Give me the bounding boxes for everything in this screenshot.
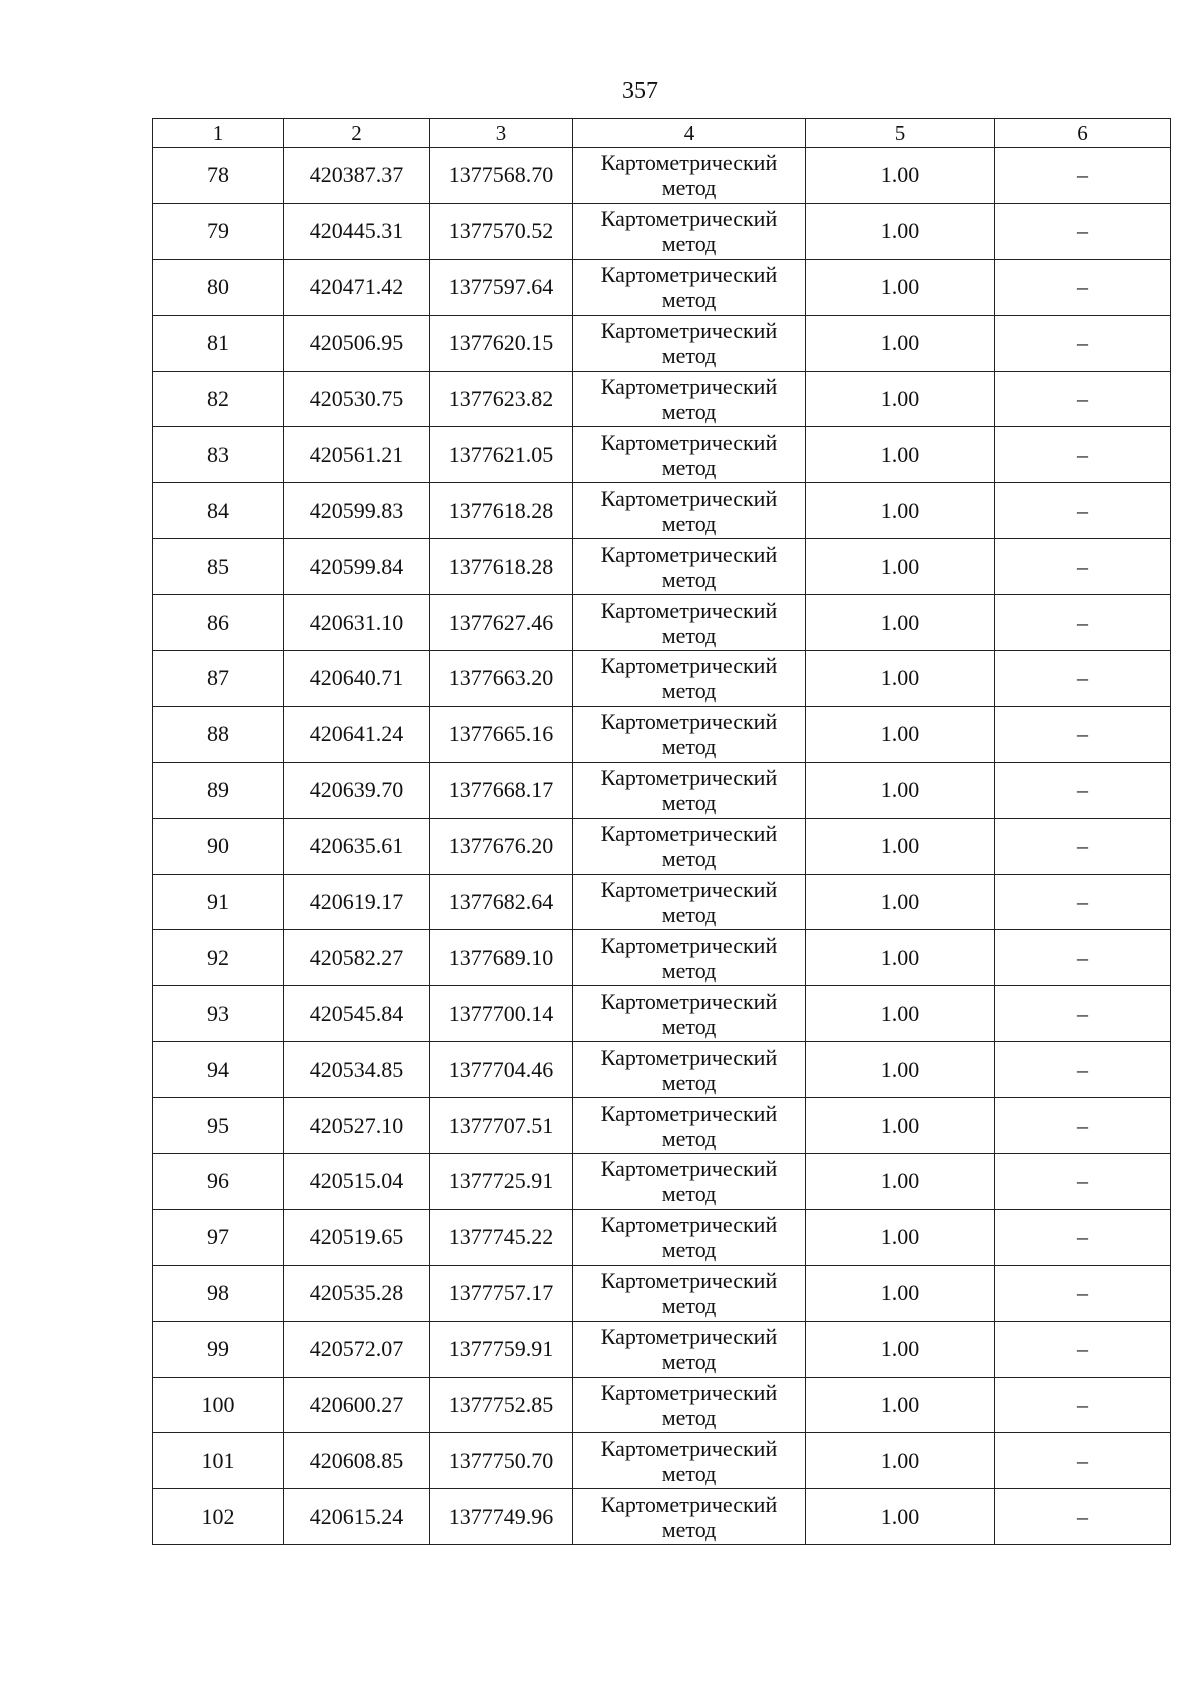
y-coordinate-cell: 1377618.28 bbox=[430, 483, 573, 539]
method-line-2: метод bbox=[661, 343, 717, 369]
method-cell bbox=[573, 818, 806, 874]
point-number-cell: 93 bbox=[153, 986, 284, 1042]
y-coordinate-cell: 1377749.96 bbox=[430, 1489, 573, 1545]
method-line-2: метод bbox=[661, 510, 717, 536]
method-line-1: Картометрический bbox=[600, 597, 778, 623]
method-line-1: Картометрический bbox=[600, 374, 778, 399]
description-cell: – bbox=[995, 1433, 1171, 1489]
method-cell bbox=[573, 203, 806, 259]
table-row bbox=[153, 874, 1171, 930]
column-header-1: 1 bbox=[153, 119, 284, 148]
table-row bbox=[153, 1042, 1171, 1098]
table-row bbox=[153, 203, 1171, 259]
x-coordinate-cell: 420561.21 bbox=[284, 427, 430, 483]
y-coordinate-cell: 1377663.20 bbox=[430, 651, 573, 707]
y-coordinate-cell: 1377752.85 bbox=[430, 1377, 573, 1433]
point-number-cell: 86 bbox=[153, 595, 284, 651]
method-cell bbox=[573, 371, 806, 427]
method-line-1: Картометрический bbox=[600, 485, 778, 511]
y-coordinate-cell: 1377668.17 bbox=[430, 762, 573, 818]
method-cell bbox=[573, 1098, 806, 1154]
method-cell bbox=[573, 1265, 806, 1321]
x-coordinate-cell: 420506.95 bbox=[284, 315, 430, 371]
accuracy-cell: 1.00 bbox=[806, 1433, 995, 1489]
y-coordinate-cell: 1377627.46 bbox=[430, 595, 573, 651]
table-row bbox=[153, 483, 1171, 539]
y-coordinate-cell: 1377745.22 bbox=[430, 1209, 573, 1265]
method-cell bbox=[573, 315, 806, 371]
y-coordinate-cell: 1377623.82 bbox=[430, 371, 573, 427]
point-number-cell: 87 bbox=[153, 651, 284, 707]
method-line-1: Картометрический bbox=[600, 1268, 778, 1294]
table-row bbox=[153, 1209, 1171, 1265]
y-coordinate-cell: 1377568.70 bbox=[430, 148, 573, 204]
method-cell bbox=[573, 1321, 806, 1377]
point-number-cell: 88 bbox=[153, 706, 284, 762]
description-cell: – bbox=[995, 427, 1171, 483]
point-number-cell: 98 bbox=[153, 1265, 284, 1321]
accuracy-cell: 1.00 bbox=[806, 1209, 995, 1265]
table-row bbox=[153, 371, 1171, 427]
method-line-1: Картометрический bbox=[600, 821, 778, 847]
method-cell bbox=[573, 1042, 806, 1098]
x-coordinate-cell: 420615.24 bbox=[284, 1489, 430, 1545]
method-line-2: метод bbox=[661, 1349, 717, 1375]
x-coordinate-cell: 420534.85 bbox=[284, 1042, 430, 1098]
x-coordinate-cell: 420641.24 bbox=[284, 706, 430, 762]
method-line-2: метод bbox=[661, 734, 717, 760]
x-coordinate-cell: 420387.37 bbox=[284, 148, 430, 204]
accuracy-cell: 1.00 bbox=[806, 371, 995, 427]
table-body bbox=[153, 148, 1171, 1545]
point-number-cell: 78 bbox=[153, 148, 284, 204]
point-number-cell: 89 bbox=[153, 762, 284, 818]
description-cell: – bbox=[995, 203, 1171, 259]
y-coordinate-cell: 1377700.14 bbox=[430, 986, 573, 1042]
page-number: 357 bbox=[622, 78, 658, 104]
x-coordinate-cell: 420599.83 bbox=[284, 483, 430, 539]
table-row bbox=[153, 595, 1171, 651]
method-cell bbox=[573, 483, 806, 539]
point-number-cell: 94 bbox=[153, 1042, 284, 1098]
y-coordinate-cell: 1377689.10 bbox=[430, 930, 573, 986]
description-cell: – bbox=[995, 706, 1171, 762]
accuracy-cell: 1.00 bbox=[806, 427, 995, 483]
y-coordinate-cell: 1377665.16 bbox=[430, 706, 573, 762]
point-number-cell: 92 bbox=[153, 930, 284, 986]
accuracy-cell: 1.00 bbox=[806, 651, 995, 707]
description-cell: – bbox=[995, 371, 1171, 427]
y-coordinate-cell: 1377570.52 bbox=[430, 203, 573, 259]
x-coordinate-cell: 420535.28 bbox=[284, 1265, 430, 1321]
point-number-cell: 84 bbox=[153, 483, 284, 539]
y-coordinate-cell: 1377621.05 bbox=[430, 427, 573, 483]
accuracy-cell: 1.00 bbox=[806, 1489, 995, 1545]
accuracy-cell: 1.00 bbox=[806, 930, 995, 986]
method-line-2: метод bbox=[661, 1181, 717, 1207]
method-cell bbox=[573, 651, 806, 707]
method-line-1: Картометрический bbox=[600, 541, 778, 567]
method-line-1: Картометрический bbox=[600, 429, 778, 455]
x-coordinate-cell: 420582.27 bbox=[284, 930, 430, 986]
method-line-1: Картометрический bbox=[600, 765, 778, 791]
method-cell bbox=[573, 148, 806, 204]
method-line-1: Картометрический bbox=[600, 1435, 778, 1461]
table-row bbox=[153, 706, 1171, 762]
y-coordinate-cell: 1377620.15 bbox=[430, 315, 573, 371]
point-number-cell: 79 bbox=[153, 203, 284, 259]
table-row bbox=[153, 1489, 1171, 1545]
method-line-2: метод bbox=[661, 1069, 717, 1095]
description-cell: – bbox=[995, 762, 1171, 818]
method-line-2: метод bbox=[661, 846, 717, 872]
method-line-1: Картометрический bbox=[600, 1324, 778, 1350]
method-cell bbox=[573, 1209, 806, 1265]
method-line-1: Картометрический bbox=[600, 318, 778, 344]
coordinates-table bbox=[152, 118, 1171, 1545]
description-cell: – bbox=[995, 818, 1171, 874]
table-row bbox=[153, 1433, 1171, 1489]
table-row bbox=[153, 651, 1171, 707]
method-line-1: Картометрический bbox=[600, 877, 778, 903]
accuracy-cell: 1.00 bbox=[806, 148, 995, 204]
description-cell: – bbox=[995, 1377, 1171, 1433]
point-number-cell: 99 bbox=[153, 1321, 284, 1377]
method-line-1: Картометрический bbox=[600, 1044, 778, 1070]
method-line-1: Картометрический bbox=[600, 988, 778, 1014]
y-coordinate-cell: 1377759.91 bbox=[430, 1321, 573, 1377]
description-cell: – bbox=[995, 595, 1171, 651]
x-coordinate-cell: 420631.10 bbox=[284, 595, 430, 651]
method-line-1: Картометрический bbox=[600, 262, 778, 288]
x-coordinate-cell: 420471.42 bbox=[284, 259, 430, 315]
y-coordinate-cell: 1377757.17 bbox=[430, 1265, 573, 1321]
column-header-3: 3 bbox=[430, 119, 573, 148]
method-line-2: метод bbox=[661, 1516, 717, 1542]
accuracy-cell: 1.00 bbox=[806, 1265, 995, 1321]
method-line-1: Картометрический bbox=[600, 1100, 778, 1126]
point-number-cell: 102 bbox=[153, 1489, 284, 1545]
point-number-cell: 81 bbox=[153, 315, 284, 371]
description-cell: – bbox=[995, 315, 1171, 371]
method-cell bbox=[573, 595, 806, 651]
point-number-cell: 90 bbox=[153, 818, 284, 874]
description-cell: – bbox=[995, 930, 1171, 986]
table-row bbox=[153, 1098, 1171, 1154]
method-line-2: метод bbox=[661, 566, 717, 592]
point-number-cell: 97 bbox=[153, 1209, 284, 1265]
description-cell: – bbox=[995, 874, 1171, 930]
description-cell: – bbox=[995, 539, 1171, 595]
accuracy-cell: 1.00 bbox=[806, 762, 995, 818]
method-cell bbox=[573, 1489, 806, 1545]
x-coordinate-cell: 420608.85 bbox=[284, 1433, 430, 1489]
accuracy-cell: 1.00 bbox=[806, 1377, 995, 1433]
method-line-1: Картометрический bbox=[600, 932, 778, 958]
method-cell bbox=[573, 874, 806, 930]
y-coordinate-cell: 1377750.70 bbox=[430, 1433, 573, 1489]
method-cell bbox=[573, 706, 806, 762]
method-cell bbox=[573, 1154, 806, 1210]
method-cell bbox=[573, 762, 806, 818]
description-cell: – bbox=[995, 483, 1171, 539]
method-line-2: метод bbox=[661, 1013, 717, 1039]
description-cell: – bbox=[995, 1042, 1171, 1098]
point-number-cell: 101 bbox=[153, 1433, 284, 1489]
description-cell: – bbox=[995, 1098, 1171, 1154]
method-line-2: метод bbox=[661, 454, 717, 480]
y-coordinate-cell: 1377707.51 bbox=[430, 1098, 573, 1154]
point-number-cell: 80 bbox=[153, 259, 284, 315]
accuracy-cell: 1.00 bbox=[806, 595, 995, 651]
point-number-cell: 96 bbox=[153, 1154, 284, 1210]
point-number-cell: 100 bbox=[153, 1377, 284, 1433]
method-line-2: метод bbox=[661, 902, 717, 928]
y-coordinate-cell: 1377597.64 bbox=[430, 259, 573, 315]
method-cell bbox=[573, 259, 806, 315]
method-line-2: метод bbox=[661, 790, 717, 816]
point-number-cell: 82 bbox=[153, 371, 284, 427]
accuracy-cell: 1.00 bbox=[806, 539, 995, 595]
method-line-1: Картометрический bbox=[600, 709, 778, 735]
point-number-cell: 95 bbox=[153, 1098, 284, 1154]
table-row bbox=[153, 1154, 1171, 1210]
table-row bbox=[153, 762, 1171, 818]
table-row bbox=[153, 1377, 1171, 1433]
column-header-4: 4 bbox=[573, 119, 806, 148]
accuracy-cell: 1.00 bbox=[806, 483, 995, 539]
method-line-2: метод bbox=[661, 1293, 717, 1319]
table-row bbox=[153, 315, 1171, 371]
table-row bbox=[153, 427, 1171, 483]
column-header-5: 5 bbox=[806, 119, 995, 148]
accuracy-cell: 1.00 bbox=[806, 1321, 995, 1377]
x-coordinate-cell: 420445.31 bbox=[284, 203, 430, 259]
table-row bbox=[153, 539, 1171, 595]
accuracy-cell: 1.00 bbox=[806, 1098, 995, 1154]
table-row bbox=[153, 1321, 1171, 1377]
method-cell bbox=[573, 539, 806, 595]
method-line-1: Картометрический bbox=[600, 1212, 778, 1238]
method-line-1: Картометрический bbox=[600, 150, 778, 176]
table-header-row bbox=[153, 119, 1171, 148]
accuracy-cell: 1.00 bbox=[806, 818, 995, 874]
x-coordinate-cell: 420519.65 bbox=[284, 1209, 430, 1265]
description-cell: – bbox=[995, 1209, 1171, 1265]
point-number-cell: 83 bbox=[153, 427, 284, 483]
x-coordinate-cell: 420600.27 bbox=[284, 1377, 430, 1433]
accuracy-cell: 1.00 bbox=[806, 1042, 995, 1098]
method-line-1: Картометрический bbox=[600, 653, 778, 679]
accuracy-cell: 1.00 bbox=[806, 259, 995, 315]
method-line-2: метод bbox=[661, 399, 717, 424]
method-line-2: метод bbox=[661, 1125, 717, 1151]
x-coordinate-cell: 420599.84 bbox=[284, 539, 430, 595]
x-coordinate-cell: 420640.71 bbox=[284, 651, 430, 707]
description-cell: – bbox=[995, 651, 1171, 707]
method-cell bbox=[573, 1377, 806, 1433]
accuracy-cell: 1.00 bbox=[806, 315, 995, 371]
description-cell: – bbox=[995, 148, 1171, 204]
point-number-cell: 85 bbox=[153, 539, 284, 595]
method-line-1: Картометрический bbox=[600, 1156, 778, 1182]
method-line-2: метод bbox=[661, 1460, 717, 1486]
point-number-cell: 91 bbox=[153, 874, 284, 930]
method-line-2: метод bbox=[661, 1405, 717, 1431]
table-row bbox=[153, 259, 1171, 315]
y-coordinate-cell: 1377725.91 bbox=[430, 1154, 573, 1210]
method-line-2: метод bbox=[661, 175, 717, 201]
x-coordinate-cell: 420635.61 bbox=[284, 818, 430, 874]
accuracy-cell: 1.00 bbox=[806, 203, 995, 259]
table-row bbox=[153, 818, 1171, 874]
method-cell bbox=[573, 427, 806, 483]
method-cell bbox=[573, 986, 806, 1042]
accuracy-cell: 1.00 bbox=[806, 1154, 995, 1210]
x-coordinate-cell: 420515.04 bbox=[284, 1154, 430, 1210]
description-cell: – bbox=[995, 259, 1171, 315]
y-coordinate-cell: 1377682.64 bbox=[430, 874, 573, 930]
x-coordinate-cell: 420527.10 bbox=[284, 1098, 430, 1154]
method-line-1: Картометрический bbox=[600, 1380, 778, 1406]
accuracy-cell: 1.00 bbox=[806, 986, 995, 1042]
y-coordinate-cell: 1377676.20 bbox=[430, 818, 573, 874]
table-row bbox=[153, 1265, 1171, 1321]
y-coordinate-cell: 1377704.46 bbox=[430, 1042, 573, 1098]
method-line-2: метод bbox=[661, 231, 717, 257]
method-line-1: Картометрический bbox=[600, 1491, 778, 1517]
accuracy-cell: 1.00 bbox=[806, 874, 995, 930]
method-line-2: метод bbox=[661, 622, 717, 648]
table-row bbox=[153, 986, 1171, 1042]
x-coordinate-cell: 420572.07 bbox=[284, 1321, 430, 1377]
y-coordinate-cell: 1377618.28 bbox=[430, 539, 573, 595]
method-line-2: метод bbox=[661, 678, 717, 704]
description-cell: – bbox=[995, 1154, 1171, 1210]
description-cell: – bbox=[995, 1489, 1171, 1545]
table-row bbox=[153, 148, 1171, 204]
method-line-2: метод bbox=[661, 957, 717, 983]
method-line-2: метод bbox=[661, 1237, 717, 1263]
x-coordinate-cell: 420545.84 bbox=[284, 986, 430, 1042]
table-row bbox=[153, 930, 1171, 986]
description-cell: – bbox=[995, 986, 1171, 1042]
accuracy-cell: 1.00 bbox=[806, 706, 995, 762]
description-cell: – bbox=[995, 1321, 1171, 1377]
column-header-2: 2 bbox=[284, 119, 430, 148]
method-cell bbox=[573, 930, 806, 986]
method-line-1: Картометрический bbox=[600, 206, 778, 232]
column-header-6: 6 bbox=[995, 119, 1171, 148]
method-cell bbox=[573, 1433, 806, 1489]
x-coordinate-cell: 420619.17 bbox=[284, 874, 430, 930]
x-coordinate-cell: 420530.75 bbox=[284, 371, 430, 427]
x-coordinate-cell: 420639.70 bbox=[284, 762, 430, 818]
method-line-2: метод bbox=[661, 287, 717, 313]
description-cell: – bbox=[995, 1265, 1171, 1321]
